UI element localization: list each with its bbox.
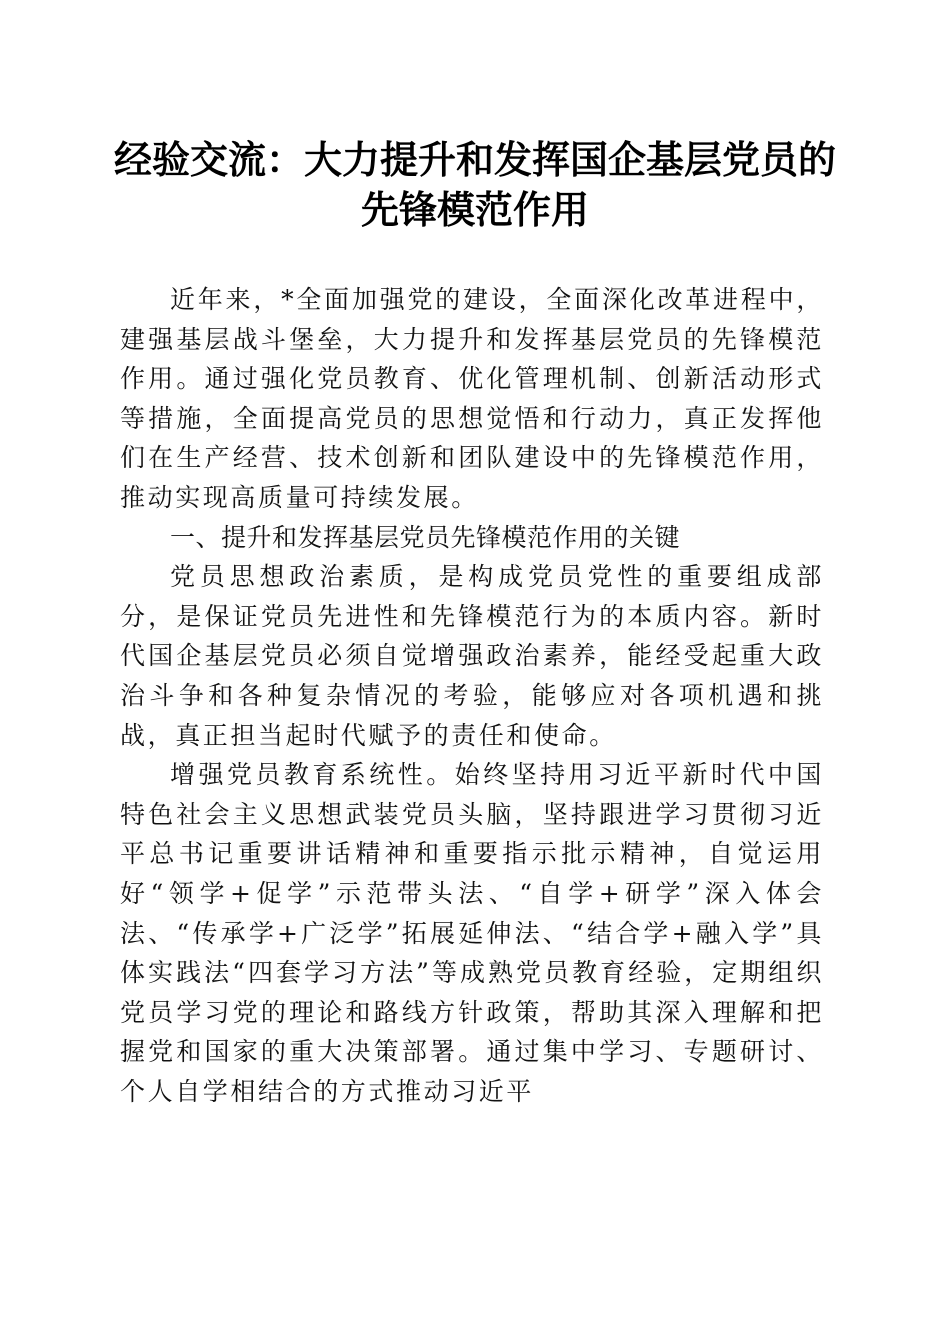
section-heading-1: 一、提升和发挥基层党员先锋模范作用的关键 xyxy=(170,522,681,552)
document-body xyxy=(120,280,824,1111)
intro-paragraph: 近年来，*全面加强党的建设，全面深化改革进程中，建强基层战斗堡垒，大力提升和发挥基层党员的先锋模范作用。通过强化党员教育、优化管理机制、创新活动形式等措施，全面提高党员的思想觉悟和行动力，真正发挥他们在生产经营、技术创新和团队建设中的先锋模范作用，推动实现高质量可持续发展。 xyxy=(120,285,824,512)
document-title: 经验交流：大力提升和发挥国企基层党员的先锋模范作用 xyxy=(113,137,836,232)
section-paragraph-2: 增强党员教育系统性。始终坚持用习近平新时代中国特色社会主义思想武装党员头脑，坚持跟进学习贯彻习近平总书记重要讲话精神和重要指示批示精神，自觉运用好“领学+促学”示范带头法、“自学+研学”深入体会法、“传承学+广泛学”拓展延伸法、“结合学+融入学”具体实践法“四套学习方法”等成熟党员教育经验，定期组织党员学习党的理论和路线方针政策，帮助其深入理解和把握党和国家的重大决策部署。通过集中学习、专题研讨、个人自学相结合的方式推动习近平 xyxy=(120,760,824,1106)
section-paragraph-1: 党员思想政治素质，是构成党员党性的重要组成部分，是保证党员先进性和先锋模范行为的本质内容。新时代国企基层党员必须自觉增强政治素养，能经受起重大政治斗争和各种复杂情况的考验，能够应对各项机遇和挑战，真正担当起时代赋予的责任和使命。 xyxy=(120,562,824,750)
